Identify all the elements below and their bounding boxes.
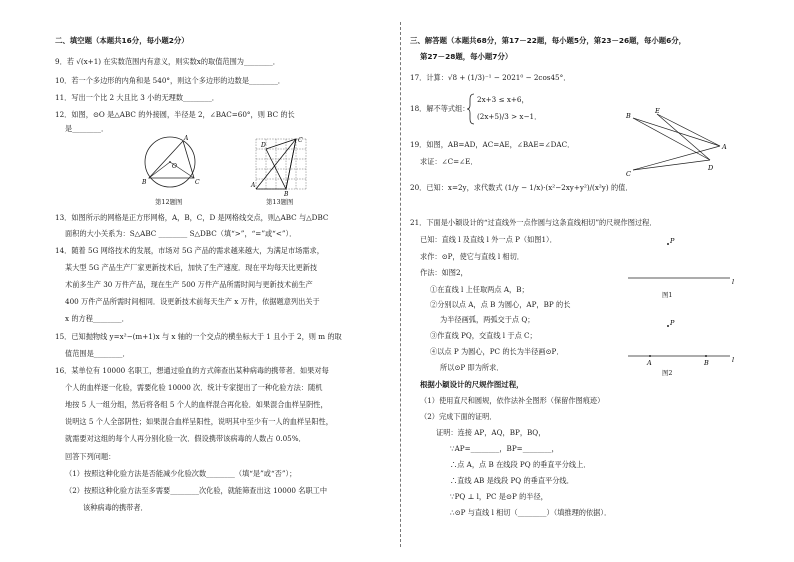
- question-21-required: 求作：⊙P，使它与直线 l 相切．: [420, 252, 524, 261]
- question-16-part-1: （1）按照这种化验方法是否能减少化验次数________（填“是”或“否”）；: [65, 469, 297, 478]
- svg-text:B: B: [284, 191, 289, 198]
- question-9: 9．若 √(x+1) 在实数范围内有意义，则实数x的取值范围为________．: [55, 57, 280, 66]
- figure-1-line-point: [620, 232, 740, 296]
- question-21-step-3: ③作直线 PQ，交直线 l 于点 C；: [430, 331, 537, 340]
- svg-text:A: A: [647, 359, 652, 367]
- question-18-label: 18．解不等式组：: [410, 104, 470, 113]
- svg-text:B: B: [704, 359, 709, 367]
- question-16-part-2: （2）按照这种化验方法至多需要________次化验，就能筛查出这 10000 名职工中: [65, 486, 328, 495]
- svg-text:D: D: [261, 142, 266, 149]
- question-13-line-1: 13．如图所示的网格是正方形网格，A，B，C，D 是网格线交点，则△ABC 与△DBC: [55, 213, 329, 222]
- figure-13-grid: [251, 133, 317, 197]
- question-21-step-4a: ④以点 P 为圆心，PC 的长为半径画⊙P．: [430, 347, 564, 356]
- left-column: [55, 0, 395, 562]
- question-21-step-4b: 所以⊙P 即为所求．: [440, 363, 504, 372]
- column-divider: [400, 22, 401, 547]
- question-15-line-2: 值范围是________．: [65, 349, 130, 358]
- question-19-line-1: 19．如图，AB=AD，AC=AE，∠BAE=∠DAC．: [410, 140, 575, 149]
- svg-text:P: P: [670, 237, 675, 245]
- proof-line-1: ∵AP=________，BP=________，: [450, 444, 559, 453]
- proof-line-3: ∴直线 AB 是线段 PQ 的垂直平分线．: [450, 476, 574, 485]
- svg-text:B: B: [626, 112, 631, 120]
- question-18-line-2: (2x+5)/3 > x−1．: [477, 112, 542, 121]
- svg-text:D: D: [708, 164, 714, 172]
- question-12-line-2: 是________．: [65, 124, 109, 133]
- figure-13-caption: 第13题图: [266, 198, 294, 206]
- svg-text:A: A: [722, 143, 727, 151]
- question-21-part-2: （2）完成下面的证明．: [420, 412, 497, 421]
- figure-1-caption: 图1: [662, 291, 673, 299]
- question-16-line-5: 就需要对这组的每个人再分别化验一次．假设携带该病毒的人数占 0.05%．: [65, 434, 306, 443]
- figure-2-construction: [620, 316, 740, 370]
- question-21-given: 已知：直线 l 及直线 l 外一点 P（如图1）．: [420, 235, 557, 244]
- svg-text:C: C: [195, 179, 200, 186]
- svg-text:C: C: [298, 137, 303, 144]
- proof-line-0: 证明：连接 AP，AQ，BP，BQ，: [436, 428, 546, 437]
- section-title-solve-a: 三、解答题（本题共68分，第17－22题，每小题5分，第23－26题，每小题6分，: [410, 36, 687, 45]
- question-21-sub-title: 根据小颖设计的尺规作图过程，: [420, 380, 524, 389]
- svg-text:P: P: [670, 319, 675, 327]
- question-19-line-2: 求证：∠C=∠E．: [420, 157, 478, 166]
- svg-text:E: E: [655, 107, 660, 115]
- question-14-line-2: 某大型 5G 产品生产厂家更新技术后，加快了生产速度．现在平均每天比更新技: [65, 263, 318, 272]
- proof-line-4: ∵PQ ⊥ l，PC 是⊙P 的半径，: [450, 492, 548, 501]
- figure-12-caption: 第12题图: [155, 198, 183, 206]
- question-21-part-1: （1）使用直尺和圆规，依作法补全图形（保留作图痕迹）: [420, 396, 605, 405]
- question-16-line-6: 回答下列问题：: [65, 452, 116, 461]
- figure-12-circle: [137, 132, 207, 196]
- figure-2-caption: 图2: [662, 369, 673, 377]
- svg-text:B: B: [142, 179, 147, 186]
- question-21-step-2a: ②分别以点 A，点 B 为圆心，AP，BP 的长: [430, 300, 571, 309]
- question-13-line-2: 面积的大小关系为：S△ABC ________ S△DBC（填“>”，“=”或“<”）．: [65, 229, 297, 238]
- right-column: [410, 0, 780, 562]
- question-14-line-1: 14．随着 5G 网络技术的发展，市场对 5G 产品的需求越来越大，为满足市场需求，: [55, 246, 324, 255]
- section-title-solve-b: 第27－28题，每小题7分）: [420, 52, 513, 61]
- question-12-line-1: 12．如图，⊙O 是△ABC 的外接圆，半径是 2，∠BAC=60°，则 BC 的长: [55, 110, 295, 119]
- question-10: 10．若一个多边形的内角和是 540°，则这个多边形的边数是________．: [55, 76, 285, 85]
- inequality-brace: [466, 93, 476, 129]
- question-11: 11．写出一个比 2 大且比 3 小的无理数________．: [55, 93, 219, 102]
- svg-text:C: C: [626, 170, 631, 178]
- question-14-line-4: 400 万件产品所需时间相同．设更新技术前每天生产 x 万件，依据题意列出关于: [65, 297, 320, 306]
- svg-text:l: l: [732, 356, 735, 364]
- question-21-step-2b: 为半径画弧，两弧交于点 Q；: [440, 315, 535, 324]
- question-18-line-1: 2x+3 ≤ x+6，: [477, 95, 529, 104]
- question-15-line-1: 15．已知抛物线 y=x²−(m+1)x 与 x 轴的一个交点的横坐标大于 1 且小于 2，则 m 的取: [55, 332, 342, 341]
- question-17: 17．计算：√8 + (1/3)⁻¹ − 2021⁰ − 2cos45°．: [410, 73, 571, 82]
- svg-text:O: O: [172, 163, 177, 170]
- question-16-line-4: 说明这 5 个人全部阴性；如果混合血样呈阳性，说明其中至少有一人的血样呈阳性，: [65, 417, 333, 426]
- figure-19-triangles: [625, 108, 740, 182]
- question-21-step-1: ①在直线 l 上任取两点 A，B；: [430, 285, 529, 294]
- section-title-fill-blank: 二、填空题（本题共16分，每小题2分）: [55, 36, 189, 45]
- question-16-part-2-cont: 该种病毒的携带者．: [83, 503, 148, 512]
- question-21-title: 21．下面是小颖设计的“过直线外一点作圆与这条直线相切”的尺规作图过程．: [410, 218, 657, 227]
- question-21-method: 作法：如图2，: [420, 268, 468, 277]
- proof-line-5: ∴⊙P 与直线 l 相切（________）（填推理的依据）．: [450, 508, 612, 517]
- question-16-line-2: 个人的血样逐一化验，需要化验 10000 次．统计专家提出了一种化验方法：随机: [65, 383, 323, 392]
- svg-text:A: A: [184, 135, 189, 142]
- question-14-line-3: 术前多生产 30 万件产品，现在生产 500 万件产品所需时间与更新技术前生产: [65, 280, 313, 289]
- question-14-line-5: x 的方程________．: [65, 314, 129, 323]
- question-20: 20．已知：x=2y，求代数式 (1/y − 1/x)·(x²−2xy+y²)/(x²y) 的值．: [410, 183, 633, 192]
- question-16-line-3: 地按 5 人一组分组，然后将各组 5 个人的血样混合再化验．如果混合血样呈阴性，: [65, 400, 328, 409]
- question-16-line-1: 16．某单位有 10000 名职工，想通过验血的方式筛查出某种病毒的携带者．如果对每: [55, 366, 329, 375]
- proof-line-2: ∴点 A，点 B 在线段 PQ 的垂直平分线上．: [450, 460, 591, 469]
- svg-text:A: A: [251, 182, 256, 189]
- svg-text:l: l: [732, 278, 735, 286]
